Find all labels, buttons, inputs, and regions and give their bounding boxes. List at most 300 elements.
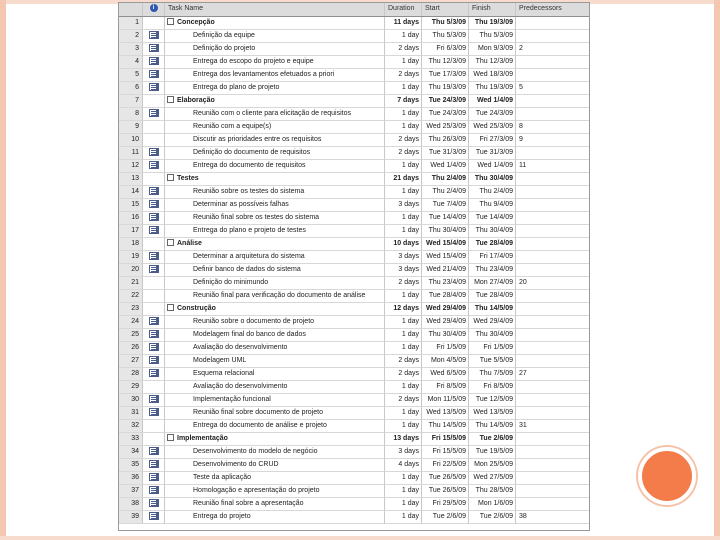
task-duration[interactable]: 1 day bbox=[385, 56, 422, 69]
task-name[interactable] bbox=[165, 225, 385, 238]
task-duration[interactable]: 1 day bbox=[385, 108, 422, 121]
task-start[interactable]: Wed 1/4/09 bbox=[422, 160, 469, 173]
task-finish[interactable]: Tue 24/3/09 bbox=[469, 108, 516, 121]
task-name[interactable] bbox=[165, 95, 385, 108]
task-predecessors[interactable] bbox=[516, 433, 589, 446]
task-duration[interactable]: 2 days bbox=[385, 277, 422, 290]
task-name[interactable] bbox=[165, 368, 385, 381]
task-predecessors[interactable] bbox=[516, 17, 589, 30]
table-row[interactable] bbox=[119, 316, 589, 329]
task-duration[interactable]: 2 days bbox=[385, 134, 422, 147]
task-duration[interactable]: 1 day bbox=[385, 342, 422, 355]
row-id[interactable]: 13 bbox=[119, 173, 143, 186]
table-row[interactable] bbox=[119, 121, 589, 134]
header-finish[interactable]: Finish bbox=[469, 3, 516, 16]
note-icon[interactable] bbox=[149, 161, 159, 169]
task-name[interactable] bbox=[165, 459, 385, 472]
task-start[interactable]: Fri 6/3/09 bbox=[422, 43, 469, 56]
task-duration[interactable]: 2 days bbox=[385, 147, 422, 160]
row-id[interactable]: 15 bbox=[119, 199, 143, 212]
task-name[interactable] bbox=[165, 511, 385, 524]
task-predecessors[interactable]: 20 bbox=[516, 277, 589, 290]
task-name[interactable] bbox=[165, 43, 385, 56]
note-icon[interactable] bbox=[149, 408, 159, 416]
task-duration[interactable]: 2 days bbox=[385, 69, 422, 82]
note-icon[interactable] bbox=[149, 31, 159, 39]
task-start[interactable]: Tue 24/3/09 bbox=[422, 95, 469, 108]
task-name[interactable] bbox=[165, 264, 385, 277]
table-row[interactable] bbox=[119, 511, 589, 524]
task-predecessors[interactable] bbox=[516, 264, 589, 277]
task-predecessors[interactable]: 38 bbox=[516, 511, 589, 524]
task-duration[interactable]: 1 day bbox=[385, 511, 422, 524]
task-finish[interactable]: Tue 14/4/09 bbox=[469, 212, 516, 225]
task-predecessors[interactable] bbox=[516, 316, 589, 329]
collapse-toggle-icon[interactable] bbox=[167, 174, 174, 181]
task-finish[interactable]: Wed 13/5/09 bbox=[469, 407, 516, 420]
task-predecessors[interactable]: 2 bbox=[516, 43, 589, 56]
row-id[interactable]: 35 bbox=[119, 459, 143, 472]
task-predecessors[interactable] bbox=[516, 329, 589, 342]
task-duration[interactable]: 1 day bbox=[385, 498, 422, 511]
task-start[interactable]: Tue 26/5/09 bbox=[422, 485, 469, 498]
task-duration[interactable]: 1 day bbox=[385, 186, 422, 199]
task-duration[interactable]: 1 day bbox=[385, 160, 422, 173]
task-predecessors[interactable] bbox=[516, 459, 589, 472]
task-finish[interactable]: Mon 1/6/09 bbox=[469, 498, 516, 511]
note-icon[interactable] bbox=[149, 57, 159, 65]
row-id[interactable]: 8 bbox=[119, 108, 143, 121]
task-name[interactable] bbox=[165, 498, 385, 511]
table-row[interactable] bbox=[119, 264, 589, 277]
note-icon[interactable] bbox=[149, 512, 159, 520]
header-id[interactable] bbox=[119, 3, 143, 16]
task-name[interactable] bbox=[165, 329, 385, 342]
task-finish[interactable]: Wed 27/5/09 bbox=[469, 472, 516, 485]
task-duration[interactable]: 1 day bbox=[385, 82, 422, 95]
task-start[interactable]: Wed 21/4/09 bbox=[422, 264, 469, 277]
task-finish[interactable]: Thu 9/4/09 bbox=[469, 199, 516, 212]
header-task-name[interactable]: Task Name bbox=[165, 3, 385, 16]
task-predecessors[interactable] bbox=[516, 407, 589, 420]
row-id[interactable]: 20 bbox=[119, 264, 143, 277]
task-finish[interactable]: Tue 5/5/09 bbox=[469, 355, 516, 368]
task-duration[interactable]: 2 days bbox=[385, 43, 422, 56]
task-duration[interactable]: 1 day bbox=[385, 290, 422, 303]
task-finish[interactable]: Mon 27/4/09 bbox=[469, 277, 516, 290]
note-icon[interactable] bbox=[149, 187, 159, 195]
task-name[interactable] bbox=[165, 290, 385, 303]
task-predecessors[interactable] bbox=[516, 485, 589, 498]
row-id[interactable]: 21 bbox=[119, 277, 143, 290]
task-name[interactable] bbox=[165, 199, 385, 212]
task-name[interactable] bbox=[165, 420, 385, 433]
task-finish[interactable]: Wed 29/4/09 bbox=[469, 316, 516, 329]
task-predecessors[interactable]: 31 bbox=[516, 420, 589, 433]
task-duration[interactable]: 1 day bbox=[385, 472, 422, 485]
note-icon[interactable] bbox=[149, 226, 159, 234]
task-predecessors[interactable]: 9 bbox=[516, 134, 589, 147]
task-finish[interactable]: Mon 9/3/09 bbox=[469, 43, 516, 56]
note-icon[interactable] bbox=[149, 83, 159, 91]
table-row[interactable] bbox=[119, 225, 589, 238]
note-icon[interactable] bbox=[149, 200, 159, 208]
table-row[interactable] bbox=[119, 368, 589, 381]
table-row[interactable] bbox=[119, 459, 589, 472]
task-name[interactable] bbox=[165, 342, 385, 355]
header-start[interactable]: Start bbox=[422, 3, 469, 16]
task-name[interactable] bbox=[165, 394, 385, 407]
note-icon[interactable] bbox=[149, 213, 159, 221]
task-predecessors[interactable] bbox=[516, 56, 589, 69]
collapse-toggle-icon[interactable] bbox=[167, 96, 174, 103]
header-duration[interactable]: Duration bbox=[385, 3, 422, 16]
row-id[interactable]: 11 bbox=[119, 147, 143, 160]
row-id[interactable]: 10 bbox=[119, 134, 143, 147]
table-row[interactable] bbox=[119, 446, 589, 459]
task-start[interactable]: Tue 14/4/09 bbox=[422, 212, 469, 225]
row-id[interactable]: 19 bbox=[119, 251, 143, 264]
note-icon[interactable] bbox=[149, 148, 159, 156]
table-row[interactable] bbox=[119, 355, 589, 368]
task-start[interactable]: Tue 17/3/09 bbox=[422, 69, 469, 82]
task-predecessors[interactable] bbox=[516, 69, 589, 82]
task-duration[interactable]: 1 day bbox=[385, 407, 422, 420]
table-row[interactable] bbox=[119, 69, 589, 82]
task-predecessors[interactable] bbox=[516, 446, 589, 459]
row-id[interactable]: 37 bbox=[119, 485, 143, 498]
task-predecessors[interactable] bbox=[516, 212, 589, 225]
note-icon[interactable] bbox=[149, 317, 159, 325]
table-row[interactable] bbox=[119, 173, 589, 186]
task-start[interactable]: Wed 15/4/09 bbox=[422, 251, 469, 264]
task-name[interactable] bbox=[165, 108, 385, 121]
table-row[interactable] bbox=[119, 329, 589, 342]
task-finish[interactable]: Thu 23/4/09 bbox=[469, 264, 516, 277]
task-start[interactable]: Thu 2/4/09 bbox=[422, 186, 469, 199]
row-id[interactable]: 9 bbox=[119, 121, 143, 134]
task-predecessors[interactable] bbox=[516, 394, 589, 407]
task-start[interactable]: Wed 25/3/09 bbox=[422, 121, 469, 134]
task-start[interactable]: Thu 30/4/09 bbox=[422, 225, 469, 238]
note-icon[interactable] bbox=[149, 252, 159, 260]
note-icon[interactable] bbox=[149, 460, 159, 468]
row-id[interactable]: 38 bbox=[119, 498, 143, 511]
table-row[interactable] bbox=[119, 251, 589, 264]
task-start[interactable]: Tue 24/3/09 bbox=[422, 108, 469, 121]
task-finish[interactable]: Thu 2/4/09 bbox=[469, 186, 516, 199]
row-id[interactable]: 6 bbox=[119, 82, 143, 95]
task-duration[interactable]: 12 days bbox=[385, 303, 422, 316]
task-name[interactable] bbox=[165, 251, 385, 264]
task-finish[interactable]: Tue 2/6/09 bbox=[469, 511, 516, 524]
collapse-toggle-icon[interactable] bbox=[167, 18, 174, 25]
task-duration[interactable]: 3 days bbox=[385, 446, 422, 459]
task-duration[interactable]: 1 day bbox=[385, 381, 422, 394]
task-start[interactable]: Fri 15/5/09 bbox=[422, 446, 469, 459]
task-finish[interactable]: Thu 7/5/09 bbox=[469, 368, 516, 381]
task-name[interactable] bbox=[165, 69, 385, 82]
row-id[interactable]: 7 bbox=[119, 95, 143, 108]
row-id[interactable]: 32 bbox=[119, 420, 143, 433]
task-start[interactable]: Thu 30/4/09 bbox=[422, 329, 469, 342]
task-predecessors[interactable] bbox=[516, 472, 589, 485]
task-name[interactable] bbox=[165, 212, 385, 225]
task-name[interactable] bbox=[165, 160, 385, 173]
header-indicators[interactable] bbox=[143, 3, 165, 16]
table-row[interactable] bbox=[119, 290, 589, 303]
collapse-toggle-icon[interactable] bbox=[167, 434, 174, 441]
task-finish[interactable]: Thu 30/4/09 bbox=[469, 173, 516, 186]
task-finish[interactable]: Fri 1/5/09 bbox=[469, 342, 516, 355]
task-start[interactable]: Thu 5/3/09 bbox=[422, 30, 469, 43]
task-finish[interactable]: Thu 14/5/09 bbox=[469, 420, 516, 433]
task-name[interactable] bbox=[165, 277, 385, 290]
task-name[interactable] bbox=[165, 485, 385, 498]
task-duration[interactable]: 2 days bbox=[385, 355, 422, 368]
row-id[interactable]: 12 bbox=[119, 160, 143, 173]
note-icon[interactable] bbox=[149, 265, 159, 273]
task-start[interactable]: Thu 14/5/09 bbox=[422, 420, 469, 433]
task-finish[interactable]: Wed 25/3/09 bbox=[469, 121, 516, 134]
task-duration[interactable]: 3 days bbox=[385, 251, 422, 264]
task-duration[interactable]: 1 day bbox=[385, 30, 422, 43]
table-row[interactable] bbox=[119, 472, 589, 485]
task-name[interactable] bbox=[165, 407, 385, 420]
note-icon[interactable] bbox=[149, 356, 159, 364]
task-predecessors[interactable] bbox=[516, 95, 589, 108]
note-icon[interactable] bbox=[149, 499, 159, 507]
row-id[interactable]: 14 bbox=[119, 186, 143, 199]
task-start[interactable]: Mon 11/5/09 bbox=[422, 394, 469, 407]
note-icon[interactable] bbox=[149, 70, 159, 78]
task-predecessors[interactable] bbox=[516, 147, 589, 160]
task-finish[interactable]: Thu 30/4/09 bbox=[469, 225, 516, 238]
task-duration[interactable]: 21 days bbox=[385, 173, 422, 186]
task-predecessors[interactable] bbox=[516, 290, 589, 303]
task-finish[interactable]: Thu 30/4/09 bbox=[469, 329, 516, 342]
task-predecessors[interactable] bbox=[516, 225, 589, 238]
note-icon[interactable] bbox=[149, 447, 159, 455]
row-id[interactable]: 33 bbox=[119, 433, 143, 446]
task-duration[interactable]: 1 day bbox=[385, 212, 422, 225]
collapse-toggle-icon[interactable] bbox=[167, 304, 174, 311]
task-duration[interactable]: 3 days bbox=[385, 199, 422, 212]
task-finish[interactable]: Tue 12/5/09 bbox=[469, 394, 516, 407]
task-predecessors[interactable] bbox=[516, 381, 589, 394]
task-finish[interactable]: Wed 18/3/09 bbox=[469, 69, 516, 82]
note-icon[interactable] bbox=[149, 395, 159, 403]
row-id[interactable]: 4 bbox=[119, 56, 143, 69]
task-name[interactable] bbox=[165, 30, 385, 43]
task-finish[interactable]: Fri 27/3/09 bbox=[469, 134, 516, 147]
task-predecessors[interactable] bbox=[516, 199, 589, 212]
row-id[interactable]: 1 bbox=[119, 17, 143, 30]
row-id[interactable]: 2 bbox=[119, 30, 143, 43]
table-row[interactable] bbox=[119, 108, 589, 121]
task-finish[interactable]: Fri 8/5/09 bbox=[469, 381, 516, 394]
table-row[interactable] bbox=[119, 342, 589, 355]
task-name[interactable] bbox=[165, 186, 385, 199]
note-icon[interactable] bbox=[149, 330, 159, 338]
table-row[interactable] bbox=[119, 95, 589, 108]
task-duration[interactable]: 11 days bbox=[385, 17, 422, 30]
task-finish[interactable]: Mon 25/5/09 bbox=[469, 459, 516, 472]
task-name[interactable] bbox=[165, 381, 385, 394]
task-name[interactable] bbox=[165, 446, 385, 459]
row-id[interactable]: 27 bbox=[119, 355, 143, 368]
task-start[interactable]: Tue 7/4/09 bbox=[422, 199, 469, 212]
table-row[interactable] bbox=[119, 30, 589, 43]
table-row[interactable] bbox=[119, 56, 589, 69]
table-row[interactable] bbox=[119, 147, 589, 160]
task-start[interactable]: Wed 15/4/09 bbox=[422, 238, 469, 251]
task-finish[interactable]: Thu 5/3/09 bbox=[469, 30, 516, 43]
task-name[interactable] bbox=[165, 134, 385, 147]
row-id[interactable]: 28 bbox=[119, 368, 143, 381]
task-start[interactable]: Thu 23/4/09 bbox=[422, 277, 469, 290]
table-row[interactable] bbox=[119, 212, 589, 225]
row-id[interactable]: 24 bbox=[119, 316, 143, 329]
table-row[interactable] bbox=[119, 199, 589, 212]
task-start[interactable]: Thu 26/3/09 bbox=[422, 134, 469, 147]
task-predecessors[interactable] bbox=[516, 30, 589, 43]
task-start[interactable]: Wed 29/4/09 bbox=[422, 316, 469, 329]
table-row[interactable] bbox=[119, 82, 589, 95]
task-name[interactable] bbox=[165, 433, 385, 446]
task-finish[interactable]: Thu 28/5/09 bbox=[469, 485, 516, 498]
row-id[interactable]: 26 bbox=[119, 342, 143, 355]
task-finish[interactable]: Wed 1/4/09 bbox=[469, 160, 516, 173]
task-start[interactable]: Fri 15/5/09 bbox=[422, 433, 469, 446]
task-duration[interactable]: 4 days bbox=[385, 459, 422, 472]
task-start[interactable]: Wed 6/5/09 bbox=[422, 368, 469, 381]
task-finish[interactable]: Thu 14/5/09 bbox=[469, 303, 516, 316]
table-row[interactable] bbox=[119, 160, 589, 173]
row-id[interactable]: 30 bbox=[119, 394, 143, 407]
task-name[interactable] bbox=[165, 147, 385, 160]
note-icon[interactable] bbox=[149, 109, 159, 117]
task-start[interactable]: Thu 5/3/09 bbox=[422, 17, 469, 30]
task-start[interactable]: Thu 12/3/09 bbox=[422, 56, 469, 69]
task-finish[interactable]: Tue 2/6/09 bbox=[469, 433, 516, 446]
task-start[interactable]: Tue 31/3/09 bbox=[422, 147, 469, 160]
task-predecessors[interactable]: 8 bbox=[516, 121, 589, 134]
task-finish[interactable]: Tue 31/3/09 bbox=[469, 147, 516, 160]
row-id[interactable]: 29 bbox=[119, 381, 143, 394]
task-duration[interactable]: 3 days bbox=[385, 264, 422, 277]
task-start[interactable]: Fri 22/5/09 bbox=[422, 459, 469, 472]
task-predecessors[interactable]: 27 bbox=[516, 368, 589, 381]
task-start[interactable]: Wed 29/4/09 bbox=[422, 303, 469, 316]
task-duration[interactable]: 1 day bbox=[385, 329, 422, 342]
table-row[interactable] bbox=[119, 498, 589, 511]
task-start[interactable]: Fri 8/5/09 bbox=[422, 381, 469, 394]
task-predecessors[interactable] bbox=[516, 238, 589, 251]
row-id[interactable]: 5 bbox=[119, 69, 143, 82]
task-finish[interactable]: Tue 19/5/09 bbox=[469, 446, 516, 459]
task-duration[interactable]: 1 day bbox=[385, 316, 422, 329]
row-id[interactable]: 17 bbox=[119, 225, 143, 238]
note-icon[interactable] bbox=[149, 44, 159, 52]
table-row[interactable] bbox=[119, 433, 589, 446]
table-row[interactable] bbox=[119, 17, 589, 30]
task-name[interactable] bbox=[165, 173, 385, 186]
task-duration[interactable]: 1 day bbox=[385, 485, 422, 498]
table-row[interactable] bbox=[119, 420, 589, 433]
task-duration[interactable]: 2 days bbox=[385, 368, 422, 381]
task-name[interactable] bbox=[165, 121, 385, 134]
task-finish[interactable]: Thu 19/3/09 bbox=[469, 82, 516, 95]
task-name[interactable] bbox=[165, 316, 385, 329]
task-name[interactable] bbox=[165, 56, 385, 69]
row-id[interactable]: 22 bbox=[119, 290, 143, 303]
table-row[interactable] bbox=[119, 485, 589, 498]
task-name[interactable] bbox=[165, 238, 385, 251]
task-start[interactable]: Tue 26/5/09 bbox=[422, 472, 469, 485]
table-row[interactable] bbox=[119, 381, 589, 394]
task-finish[interactable]: Thu 12/3/09 bbox=[469, 56, 516, 69]
task-predecessors[interactable]: 5 bbox=[516, 82, 589, 95]
task-start[interactable]: Fri 29/5/09 bbox=[422, 498, 469, 511]
table-row[interactable] bbox=[119, 394, 589, 407]
table-row[interactable] bbox=[119, 134, 589, 147]
header-predecessors[interactable]: Predecessors bbox=[516, 3, 589, 16]
task-duration[interactable]: 7 days bbox=[385, 95, 422, 108]
table-row[interactable] bbox=[119, 238, 589, 251]
task-duration[interactable]: 10 days bbox=[385, 238, 422, 251]
collapse-toggle-icon[interactable] bbox=[167, 239, 174, 246]
task-start[interactable]: Mon 4/5/09 bbox=[422, 355, 469, 368]
task-predecessors[interactable] bbox=[516, 342, 589, 355]
task-start[interactable]: Tue 2/6/09 bbox=[422, 511, 469, 524]
task-predecessors[interactable] bbox=[516, 186, 589, 199]
row-id[interactable]: 31 bbox=[119, 407, 143, 420]
table-row[interactable] bbox=[119, 277, 589, 290]
task-name[interactable] bbox=[165, 303, 385, 316]
table-row[interactable] bbox=[119, 43, 589, 56]
note-icon[interactable] bbox=[149, 369, 159, 377]
task-predecessors[interactable]: 11 bbox=[516, 160, 589, 173]
row-id[interactable]: 39 bbox=[119, 511, 143, 524]
task-predecessors[interactable] bbox=[516, 173, 589, 186]
task-duration[interactable]: 2 days bbox=[385, 394, 422, 407]
task-name[interactable] bbox=[165, 17, 385, 30]
task-predecessors[interactable] bbox=[516, 303, 589, 316]
row-id[interactable]: 36 bbox=[119, 472, 143, 485]
note-icon[interactable] bbox=[149, 343, 159, 351]
task-duration[interactable]: 1 day bbox=[385, 121, 422, 134]
note-icon[interactable] bbox=[149, 473, 159, 481]
task-start[interactable]: Thu 19/3/09 bbox=[422, 82, 469, 95]
task-duration[interactable]: 13 days bbox=[385, 433, 422, 446]
table-row[interactable] bbox=[119, 407, 589, 420]
task-predecessors[interactable] bbox=[516, 251, 589, 264]
task-name[interactable] bbox=[165, 472, 385, 485]
task-duration[interactable]: 1 day bbox=[385, 225, 422, 238]
task-predecessors[interactable] bbox=[516, 498, 589, 511]
table-row[interactable] bbox=[119, 186, 589, 199]
task-name[interactable] bbox=[165, 82, 385, 95]
task-predecessors[interactable] bbox=[516, 355, 589, 368]
task-predecessors[interactable] bbox=[516, 108, 589, 121]
row-id[interactable]: 23 bbox=[119, 303, 143, 316]
task-duration[interactable]: 1 day bbox=[385, 420, 422, 433]
row-id[interactable]: 3 bbox=[119, 43, 143, 56]
table-row[interactable] bbox=[119, 303, 589, 316]
task-finish[interactable]: Tue 28/4/09 bbox=[469, 238, 516, 251]
note-icon[interactable] bbox=[149, 486, 159, 494]
